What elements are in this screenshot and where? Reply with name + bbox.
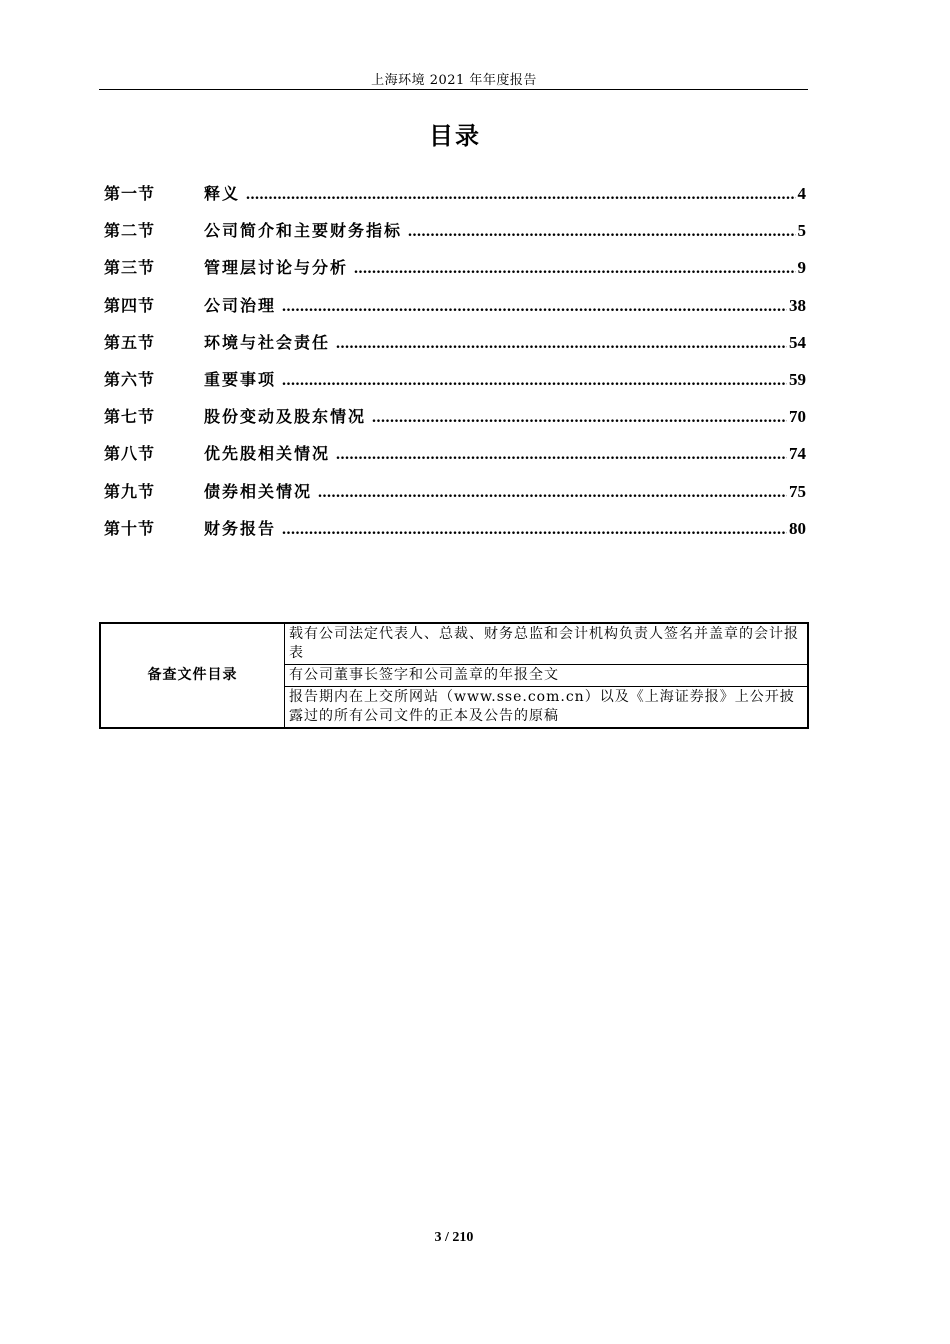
toc-page-number: 75	[789, 481, 806, 501]
toc-section-title: 优先股相关情况	[204, 444, 331, 464]
toc-dot-leader	[318, 474, 787, 511]
toc-entry[interactable]	[104, 473, 806, 510]
toc-entry[interactable]	[104, 175, 806, 212]
toc-section-number: 第六节	[104, 369, 156, 389]
toc-dot-leader	[354, 250, 795, 287]
toc-section-number: 第五节	[104, 332, 156, 352]
toc-section-title: 债券相关情况	[204, 481, 313, 501]
toc-dot-leader	[282, 362, 787, 399]
toc-section-title: 公司简介和主要财务指标	[204, 221, 403, 241]
toc-dot-leader	[246, 176, 795, 213]
toc-section-number: 第十节	[104, 518, 156, 538]
toc-entry[interactable]	[104, 361, 806, 398]
toc-entry[interactable]	[104, 287, 806, 324]
toc-dot-leader	[282, 511, 787, 548]
reference-document-item: 报告期内在上交所网站（www.sse.com.cn）以及《上海证券报》上公开披露过的所有公司文件的正本及公告的原稿	[285, 687, 809, 729]
toc-page-number: 38	[789, 295, 806, 315]
toc-section-title: 释义	[204, 184, 241, 203]
toc-page-number: 54	[789, 332, 806, 352]
toc-section-title: 股份变动及股东情况	[204, 407, 367, 427]
page-header: 上海环境 2021 年年度报告	[371, 73, 537, 88]
toc-page-number: 9	[797, 258, 806, 278]
table-of-contents	[104, 175, 806, 547]
toc-section-number: 第二节	[104, 221, 156, 241]
toc-section-number: 第八节	[104, 444, 156, 464]
toc-page-number: 59	[789, 369, 806, 389]
toc-page-number: 70	[789, 407, 806, 427]
toc-entry[interactable]	[104, 249, 806, 286]
toc-section-number: 第七节	[104, 407, 156, 427]
toc-section-title: 财务报告	[204, 518, 277, 538]
toc-section-number: 第九节	[104, 481, 156, 501]
reference-document-item: 有公司董事长签字和公司盖章的年报全文	[285, 665, 809, 687]
toc-section-title: 公司治理	[204, 295, 277, 315]
toc-page-number: 80	[789, 518, 806, 538]
toc-dot-leader	[408, 213, 795, 250]
reference-documents-title: 备查文件目录	[100, 623, 285, 728]
toc-dot-leader	[336, 325, 787, 362]
toc-section-title: 管理层讨论与分析	[204, 258, 349, 278]
toc-entry[interactable]	[104, 212, 806, 249]
toc-entry[interactable]	[104, 435, 806, 472]
toc-section-number: 第一节	[104, 184, 156, 203]
toc-section-number: 第四节	[104, 295, 156, 315]
reference-document-item: 载有公司法定代表人、总裁、财务总监和会计机构负责人签名并盖章的会计报表	[285, 623, 809, 665]
toc-page-number: 5	[797, 221, 806, 241]
toc-dot-leader	[282, 288, 787, 325]
toc-dot-leader	[372, 399, 787, 436]
toc-section-title: 环境与社会责任	[204, 332, 331, 352]
toc-entry[interactable]	[104, 398, 806, 435]
toc-dot-leader	[336, 436, 787, 473]
toc-section-title: 重要事项	[204, 369, 277, 389]
reference-documents-table	[99, 622, 809, 729]
toc-page-number: 74	[789, 444, 806, 464]
toc-title: 目录	[429, 121, 481, 150]
header-divider	[99, 89, 808, 90]
toc-page-number: 4	[797, 184, 806, 203]
toc-entry[interactable]	[104, 510, 806, 547]
toc-entry[interactable]	[104, 324, 806, 361]
page-number-footer: 3 / 210	[434, 1230, 474, 1245]
toc-section-number: 第三节	[104, 258, 156, 278]
table-row	[100, 623, 808, 665]
